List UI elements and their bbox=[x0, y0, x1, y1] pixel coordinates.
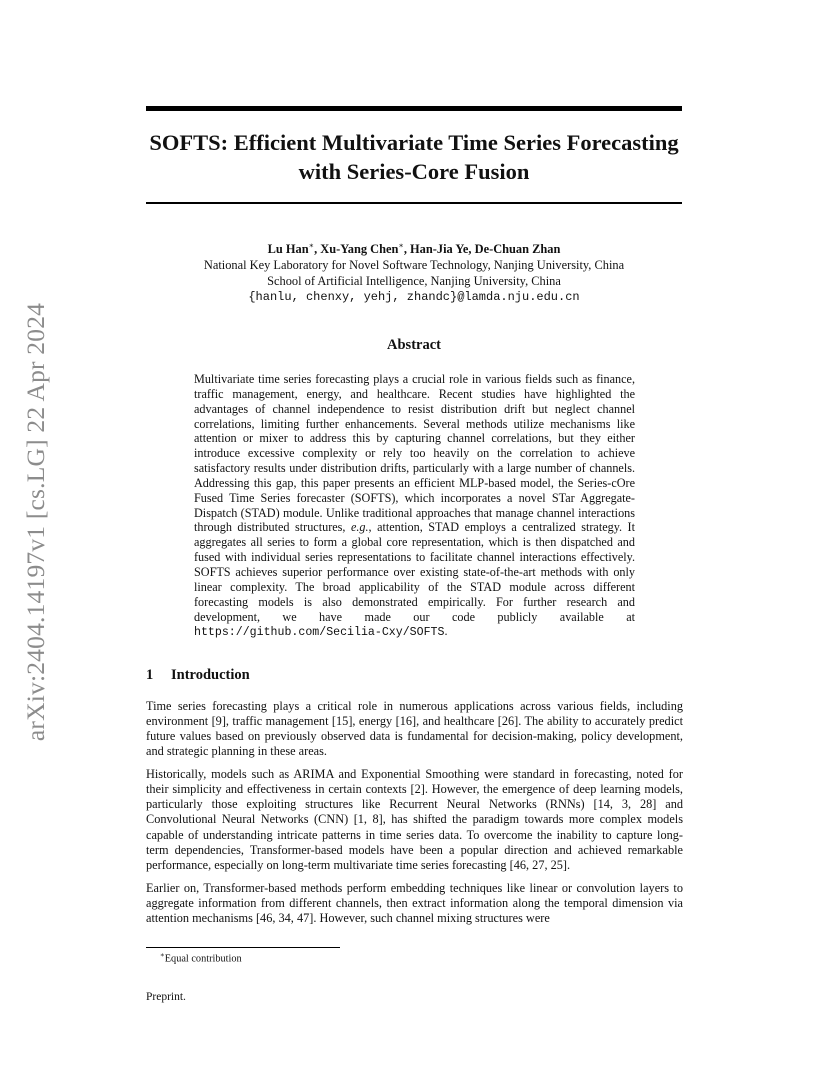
title-line-1: SOFTS: Efficient Multivariate Time Series Forecasting bbox=[149, 130, 679, 155]
title-rule-top bbox=[146, 106, 682, 111]
affiliation-1: National Key Laboratory for Novel Software Technology, Nanjing University, China bbox=[203, 257, 625, 272]
abstract-eg: e.g. bbox=[350, 520, 369, 535]
section-heading bbox=[146, 667, 250, 684]
intro-paragraph-3: Earlier on, Transformer-based methods perform embedding techniques like linear or convolution layers to aggregate information from different channels, then extract information along the temporal dimension via attention mechanisms [46, 34, 47]. However, such channel mixing structures were bbox=[146, 880, 683, 925]
title-rule-bottom bbox=[146, 202, 682, 204]
other-authors: , Han-Jia Ye, De-Chuan Zhan bbox=[403, 242, 561, 257]
section-number: 1 bbox=[146, 667, 154, 683]
abstract-end: . bbox=[444, 624, 448, 639]
abstract-text-1: Multivariate time series forecasting plays a crucial role in various fields such as finance, traffic management, energy, and healthcare. Recent studies have highlighted the advantages of channel independence to resist distribution drift but neglect channel correlations, limiting further enhancements. Several methods utilize mechanisms like attention or mixer to address this by capturing channel correlations, but they either introduce excessive complexity or rely too heavily on the correlation to achieve satisfactory results under distribution drifts, particularly with a large number of channels. Addressing this gap, this paper presents an efficient MLP-based model, the Series-cOre Fused Time Series forecaster (SOFTS), which incorporates a novel STar Aggregate-Dispatch (STAD) module. Unlike traditional approaches that manage channel interactions through distributed structures, bbox=[194, 372, 635, 535]
preprint-label: Preprint. bbox=[146, 991, 186, 1003]
intro-paragraph-1: Time series forecasting plays a critical role in numerous applications across various fields, including environment [9], traffic management [15], energy [16], and healthcare [26]. The ability to accurately predict future values based on previously observed data is fundamental for decision-making, policy development, and strategic planning in these areas. bbox=[146, 699, 683, 759]
author-2: , Xu-Yang Chen bbox=[314, 242, 399, 257]
author-emails: {hanlu, chenxy, yehj, zhandc}@lamda.nju.edu.cn bbox=[248, 289, 580, 304]
footnote-mark: ∗ bbox=[160, 951, 165, 959]
author-block bbox=[146, 238, 682, 305]
abstract-body bbox=[194, 372, 635, 641]
footnote-rule bbox=[146, 947, 340, 948]
abstract-heading: Abstract bbox=[387, 337, 441, 353]
author-1: Lu Han bbox=[267, 242, 309, 257]
code-url-link[interactable]: https://github.com/Secilia-Cxy/SOFTS bbox=[194, 626, 445, 640]
equal-contrib-mark-2: ∗ bbox=[398, 241, 404, 250]
affiliation-2: School of Artificial Intelligence, Nanjing University, China bbox=[267, 273, 561, 288]
footnote bbox=[160, 951, 242, 964]
paper-title bbox=[146, 128, 682, 186]
intro-paragraph-2: Historically, models such as ARIMA and Exponential Smoothing were standard in forecasting, noted for their simplicity and effectiveness in certain contexts [2]. However, the emergence of deep learning models, particularly those exploiting structures like Recurrent Neural Networks (RNNs) [14, 3, 28] and Convolutional Neural Networks (CNN) [1, 8], has shifted the paradigm towards more complex models capable of understanding intricate patterns in time series data. To overcome the inability to capture long-term dependencies, Transformer-based models have been a popular direction and achieved remarkable performance, especially on long-term multivariate time series forecasting [46, 27, 25]. bbox=[146, 767, 683, 872]
arxiv-sidebar bbox=[0, 0, 70, 1072]
abstract-text-2: , attention, STAD employs a centralized strategy. It aggregates all series to form a global core representation, which is then dispatched and fused with individual series representations to facilitate channel interactions effectively. SOFTS achieves superior performance over existing state-of-the-art methods with only linear complexity. The broad applicability of the STAD module across different forecasting models is also demonstrated empirically. For further research and development, we have made our code publicly available at bbox=[194, 520, 635, 624]
equal-contrib-mark-1: ∗ bbox=[308, 241, 315, 250]
title-line-2: with Series-Core Fusion bbox=[298, 159, 530, 184]
author-names bbox=[146, 238, 682, 258]
introduction-body bbox=[146, 699, 683, 934]
arxiv-identifier: arXiv:2404.14197v1 [cs.LG] 22 Apr 2024 bbox=[21, 302, 50, 742]
section-title: Introduction bbox=[171, 667, 250, 683]
footnote-text: Equal contribution bbox=[164, 953, 242, 965]
